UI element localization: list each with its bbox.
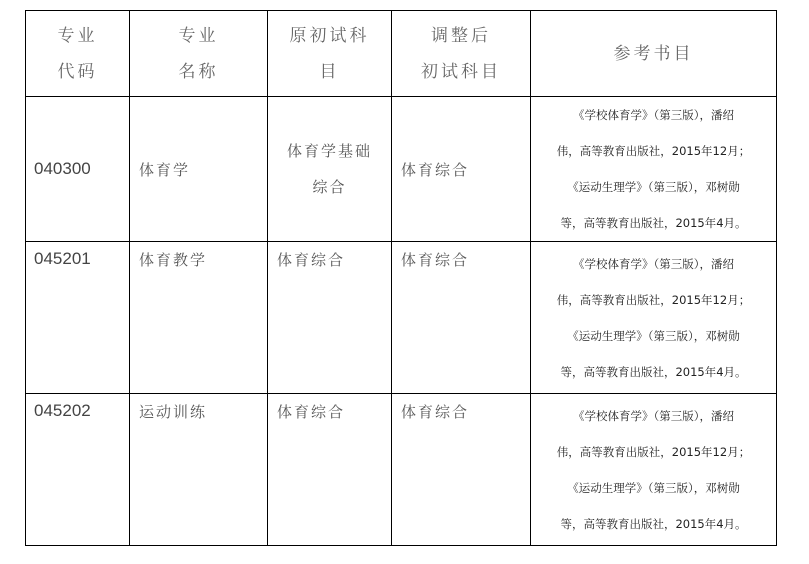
adjusted-subject: 体育综合	[392, 394, 531, 546]
header-row	[26, 11, 777, 97]
major-code: 045201	[26, 242, 130, 394]
adjusted-subject: 体育综合	[392, 97, 531, 242]
major-name: 体育教学	[130, 242, 268, 394]
header-references: 参考书目	[531, 11, 777, 97]
header-adjusted-subject: 调整后 初试科目	[392, 11, 531, 97]
major-name: 运动训练	[130, 394, 268, 546]
adjusted-subject: 体育综合	[392, 242, 531, 394]
original-subject: 体育综合	[268, 394, 392, 546]
major-code: 040300	[26, 97, 130, 242]
original-subject: 体育学基础 综合	[268, 97, 392, 242]
major-name: 体育学	[130, 97, 268, 242]
subject-adjustment-table	[25, 10, 777, 546]
header-original-subject: 原初试科 目	[268, 11, 392, 97]
table-row	[26, 394, 777, 546]
table-row	[26, 97, 777, 242]
major-code: 045202	[26, 394, 130, 546]
original-subject: 体育综合	[268, 242, 392, 394]
table-row	[26, 242, 777, 394]
reference-books: 《学校体育学》（第三版），潘绍 伟，高等教育出版社，2015年12月； 《运动生理学》（第三版），邓树勋 等，高等教育出版社，2015年4月。	[531, 242, 777, 394]
reference-books: 《学校体育学》（第三版），潘绍 伟，高等教育出版社，2015年12月； 《运动生理学》（第三版），邓树勋 等，高等教育出版社，2015年4月。	[531, 97, 777, 242]
header-code: 专业 代码	[26, 11, 130, 97]
reference-books: 《学校体育学》（第三版），潘绍 伟，高等教育出版社，2015年12月； 《运动生理学》（第三版），邓树勋 等，高等教育出版社，2015年4月。	[531, 394, 777, 546]
header-name: 专业 名称	[130, 11, 268, 97]
subject-adjustment-table-wrapper	[25, 10, 777, 546]
